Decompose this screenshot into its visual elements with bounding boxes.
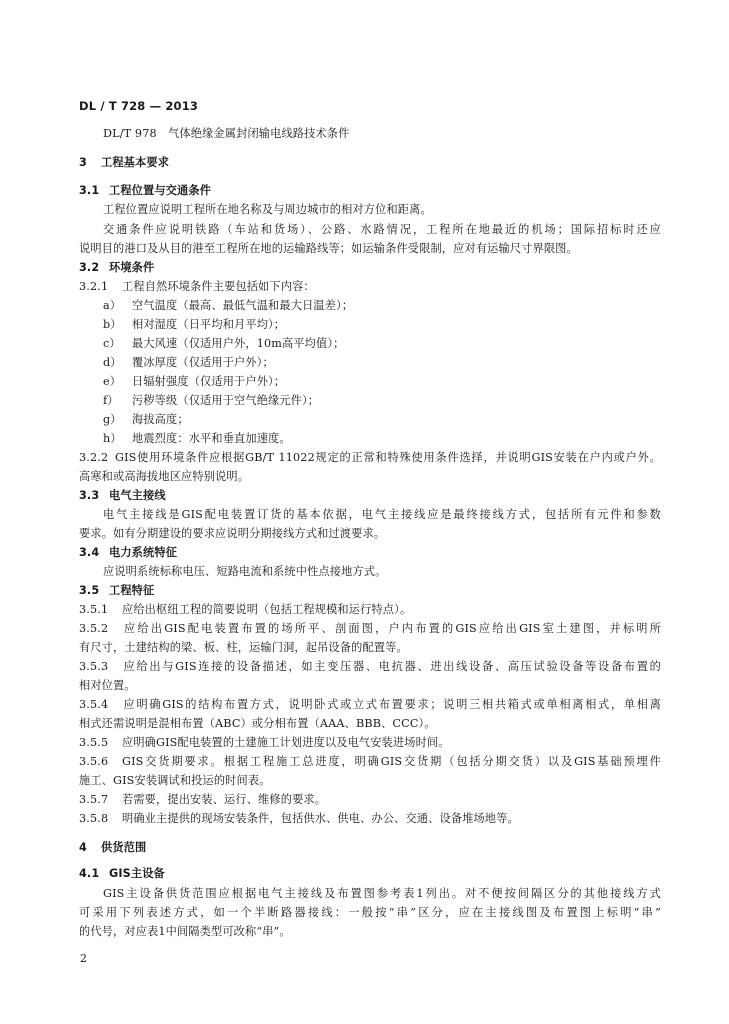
section-number: 3.1 [79,184,100,197]
list-item [103,374,285,390]
section-number: 4.1 [79,867,100,880]
clause-text: GIS交货期要求。根据工程施工总进度，明确GIS交货期（包括分期交货）以及GIS基础预埋件 [122,755,661,768]
clause-3-5-5 [79,735,450,751]
section-title: 工程基本要求 [101,156,170,169]
list-marker: e） [103,375,122,388]
section-number: 3.2 [79,261,100,274]
list-item [103,336,344,352]
list-text: 空气温度（最高、最低气温和最大日温差）； [132,299,354,312]
clause-text: 应明确GIS配电装置的土建施工计划进度以及电气安装进场时间。 [122,736,450,749]
clause-text: 明确业主提供的现场安装条件，包括供水、供电、办公、交通、设备堆场地等。 [122,812,519,825]
section-3-3-heading [79,488,166,504]
clause-number: 3.5.1 [79,603,109,616]
section-3-5-heading [79,583,154,599]
section-number: 3.3 [79,489,100,502]
clause-3-5-7 [79,792,326,808]
list-text: 海拔高度； [132,413,189,426]
list-item [103,431,291,447]
clause-3-5-1 [79,602,411,618]
paragraph-line: 要求。如有分期建设的要求应说明分期接线方式和过渡要求。 [79,527,386,540]
section-3-heading [79,155,169,171]
clause-number: 3.2.1 [79,280,109,293]
section-number: 4 [79,841,87,854]
clause-text: 若需要，提出安装、运行、维修的要求。 [122,793,327,806]
paragraph-line: 相对位置。 [79,679,136,692]
clause-text: 应给出与GIS连接的设备描述，如主变压器、电抗器、进出线设备、高压试验设备等设备布置的 [122,660,661,673]
clause-number: 3.5.2 [79,622,109,635]
paragraph-line: 高寒和或高海拔地区应特别说明。 [79,470,250,483]
list-marker: c） [103,337,121,350]
paragraph-line: GIS主设备供货范围应根据电气主接线及布置图参考表1列出。对不便按间隔区分的其他接线方式 [103,887,661,900]
list-text: 日辐射强度（仅适用于户外）； [132,375,286,388]
section-3-2-heading [79,260,154,276]
section-title: GIS主设备 [109,867,165,880]
clause-number: 3.5.4 [79,698,109,711]
section-title: 电力系统特征 [109,546,178,559]
clause-text: GIS使用环境条件应根据GB/T 11022规定的正常和特殊使用条件选择，并说明GIS安装在户内或户外。 [115,451,661,464]
list-item [103,317,285,333]
clause-3-5-8 [79,811,519,827]
clause-text: 工程自然环境条件主要包括如下内容： [122,280,315,293]
clause-number: 3.5.6 [79,755,109,768]
clause-3-5-6-line-1 [79,754,661,770]
section-number: 3.5 [79,584,100,597]
section-4-1-heading [79,866,165,882]
list-item [103,412,189,428]
section-title: 工程位置与交通条件 [109,184,212,197]
section-3-1-heading [79,183,211,199]
clause-3-2-1 [79,279,315,295]
paragraph-line: 有尺寸，土建结构的梁、板、柱，运输门洞，起吊设备的配置等。 [79,641,408,654]
list-item [103,355,274,371]
section-number: 3.4 [79,546,100,559]
clause-text: 应明确GIS的结构布置方式，说明卧式或立式布置要求；说明三相共箱式或单相离相式，单相离 [122,698,661,711]
clause-text: 应给出GIS配电装置布置的场所平、剖面图，户内布置的GIS应给出GIS室土建图，并标明所 [122,622,661,635]
paragraph-line: 施工、GIS安装调试和投运的时间表。 [79,774,271,787]
list-marker: a） [103,299,122,312]
section-title: 环境条件 [109,261,155,274]
list-marker: h） [103,432,122,445]
section-title: 供货范围 [101,841,147,854]
paragraph-line: 可采用下列表述方式，如一个半断路器接线：一般按“串”区分，应在主接线图及布置图上标明“串” [79,906,661,919]
clause-3-5-4-line-1 [79,697,661,713]
clause-3-5-3-line-1 [79,659,661,675]
normative-reference-line: DL/T 978 气体绝缘金属封闭输电线路技术条件 [103,127,350,140]
paragraph-line: 应说明系统标称电压、短路电流和系统中性点接地方式。 [103,565,387,578]
clause-3-2-2-line-1 [79,450,661,466]
clause-number: 3.5.7 [79,793,109,806]
section-4-heading [79,840,146,856]
list-text: 地震烈度：水平和垂直加速度。 [132,432,291,445]
list-marker: d） [103,356,122,369]
paragraph-line: 相式还需说明是混相布置（ABC）或分相布置（AAA、BBB、CCC）。 [79,717,436,730]
clause-3-5-2-line-1 [79,621,661,637]
section-number: 3 [79,156,87,169]
clause-number: 3.2.2 [79,451,109,464]
paragraph-line: 的代号，对应表1中间隔类型可改称“串”。 [79,925,291,938]
list-marker: f） [103,394,119,407]
list-text: 污秽等级（仅适用于空气绝缘元件）； [132,394,320,407]
paragraph-line: 电气主接线是GIS配电装置订货的基本依据，电气主接线应是最终接线方式，包括所有元件和参数 [103,508,661,521]
clause-number: 3.5.8 [79,812,109,825]
paragraph-line: 交通条件应说明铁路（车站和货场）、公路、水路情况，工程所在地最近的机场；国际招标时还应 [103,223,661,236]
section-title: 电气主接线 [109,489,166,502]
list-marker: b） [103,318,122,331]
page-number: 2 [80,952,88,965]
paragraph-line: 说明目的港口及从目的港至工程所在地的运输路线等；如运输条件受限制，应对有运输尺寸界限图。 [79,242,578,255]
paragraph-line: 工程位置应说明工程所在地名称及与周边城市的相对方位和距离。 [103,203,432,216]
list-text: 覆冰厚度（仅适用于户外）； [132,356,274,369]
document-id-header: DL / T 728 — 2013 [79,99,198,113]
list-text: 最大风速（仅适用户外，10m高平均值）； [132,337,345,350]
section-3-4-heading [79,545,177,561]
section-title: 工程特征 [109,584,155,597]
clause-number: 3.5.5 [79,736,109,749]
clause-number: 3.5.3 [79,660,109,673]
clause-text: 应给出枢纽工程的简要说明（包括工程规模和运行特点）。 [122,603,412,616]
list-text: 相对湿度（日平均和月平均）； [132,318,286,331]
list-item [103,393,319,409]
list-marker: g） [103,413,122,426]
list-item [103,298,353,314]
